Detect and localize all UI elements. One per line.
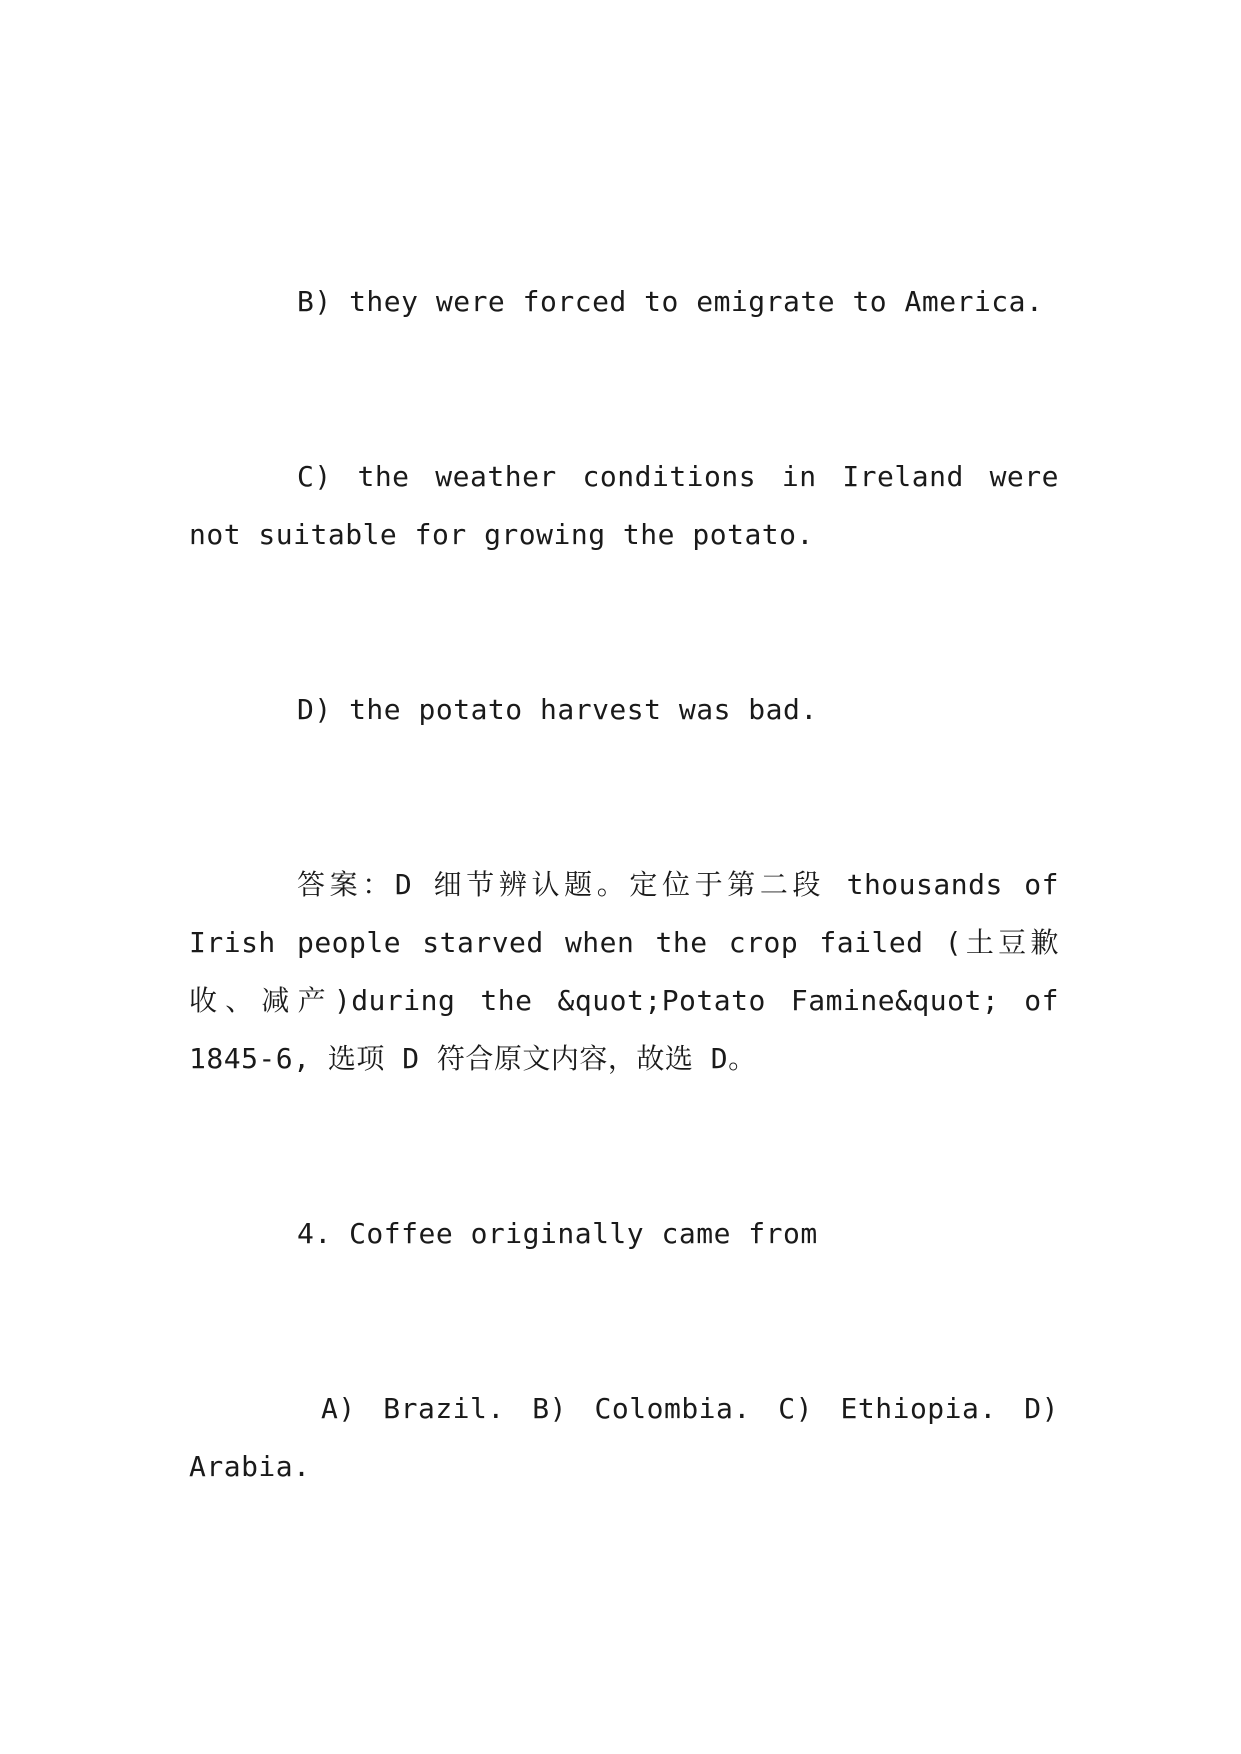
option-c-text: C) the weather conditions in Ireland were not suitable for growing the potato. <box>189 460 1077 551</box>
answer-explanation-text: 答案：D 细节辨认题。定位于第二段 thousands of Irish people starved when the crop failed (土豆歉收、减产)during the &quot;Potato Famine&quot; of 1845-6, 选项 D 符合原文内容，故选 D。 <box>189 868 1077 1075</box>
question-4-text: 4. Coffee originally came from <box>297 1217 818 1250</box>
option-b-text: B) they were forced to emigrate to America. <box>297 285 1044 318</box>
question-4-options-text: A) Brazil. B) Colombia. C) Ethiopia. D) Arabia. <box>189 1392 1077 1483</box>
option-d-text: D) the potato harvest was bad. <box>297 693 818 726</box>
